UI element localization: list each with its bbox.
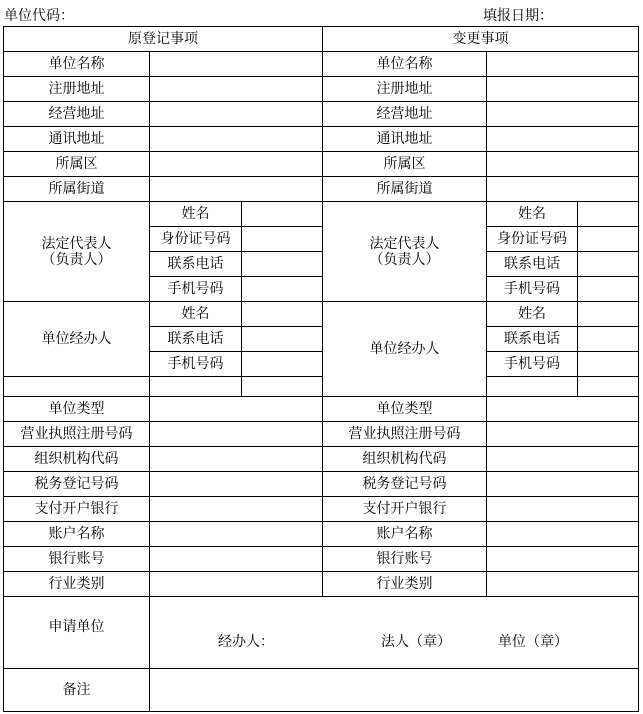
sub-field-label: 联系电话: [487, 327, 578, 352]
field-label: 账户名称: [4, 522, 150, 547]
section-original-header: 原登记事项: [4, 27, 323, 52]
sub-field-value-changed[interactable]: [578, 227, 639, 252]
field-label: 支付开户银行: [4, 497, 150, 522]
sub-field-label: 联系电话: [487, 252, 578, 277]
field-value-original[interactable]: [150, 152, 323, 177]
sub-field-label: 姓名: [150, 202, 242, 227]
field-value-changed[interactable]: [487, 472, 639, 497]
field-label: 营业执照注册号码: [4, 422, 150, 447]
field-label: 税务登记号码: [4, 472, 150, 497]
blank-cell: [150, 377, 242, 397]
legal-rep-label-line1: 法定代表人: [369, 235, 440, 252]
change-registration-form: [3, 26, 639, 712]
field-label: 组织机构代码: [4, 447, 150, 472]
sub-field-label: 身份证号码: [487, 227, 578, 252]
fill-date-label: 填报日期：: [483, 8, 553, 24]
sub-field-label: 身份证号码: [150, 227, 242, 252]
sub-field-value-original[interactable]: [242, 202, 323, 227]
field-value-changed[interactable]: [487, 497, 639, 522]
field-label: 注册地址: [4, 77, 150, 102]
field-label: 单位类型: [4, 397, 150, 422]
blank-cell: [242, 377, 323, 397]
field-value-original[interactable]: [150, 547, 323, 572]
sub-field-value-original[interactable]: [242, 352, 323, 377]
sub-field-label: 姓名: [487, 302, 578, 327]
sub-field-value-original[interactable]: [242, 227, 323, 252]
sub-field-value-original[interactable]: [242, 327, 323, 352]
sub-field-value-changed[interactable]: [578, 327, 639, 352]
remarks-label: 备注: [4, 669, 150, 712]
field-value-changed[interactable]: [487, 547, 639, 572]
sub-field-value-original[interactable]: [242, 252, 323, 277]
field-label: 行业类别: [323, 572, 487, 597]
field-label: 行业类别: [4, 572, 150, 597]
field-value-changed[interactable]: [487, 397, 639, 422]
sub-field-value-changed[interactable]: [578, 202, 639, 227]
sub-field-value-changed[interactable]: [578, 302, 639, 327]
field-label: 所属街道: [323, 177, 487, 202]
field-label: 注册地址: [323, 77, 487, 102]
application-signatures[interactable]: [150, 597, 639, 669]
field-value-original[interactable]: [150, 397, 323, 422]
sub-field-label: 手机号码: [487, 277, 578, 302]
field-value-original[interactable]: [150, 522, 323, 547]
blank-cell: [578, 377, 639, 397]
application-unit-label-text: 申请单位: [48, 618, 105, 635]
application-unit-label: [4, 597, 150, 669]
sub-field-label: 姓名: [150, 302, 242, 327]
field-value-changed[interactable]: [487, 177, 639, 202]
field-label: 经营地址: [4, 102, 150, 127]
field-label: 账户名称: [323, 522, 487, 547]
field-value-original[interactable]: [150, 497, 323, 522]
field-value-original[interactable]: [150, 177, 323, 202]
field-value-original[interactable]: [150, 572, 323, 597]
field-value-changed[interactable]: [487, 152, 639, 177]
legal-person-seal-label: 法人（章）: [381, 633, 451, 650]
sub-field-value-changed[interactable]: [578, 252, 639, 277]
field-label: 税务登记号码: [323, 472, 487, 497]
field-value-original[interactable]: [150, 52, 323, 77]
field-label: 单位名称: [4, 52, 150, 77]
field-label: 单位名称: [323, 52, 487, 77]
field-value-changed[interactable]: [487, 572, 639, 597]
sub-field-label: 手机号码: [150, 277, 242, 302]
field-label: 营业执照注册号码: [323, 422, 487, 447]
section-changed-header: 变更事项: [323, 27, 639, 52]
field-value-original[interactable]: [150, 102, 323, 127]
field-value-changed[interactable]: [487, 422, 639, 447]
sub-field-label: 联系电话: [150, 252, 242, 277]
unit-code-label: 单位代码：: [4, 8, 74, 24]
field-value-original[interactable]: [150, 77, 323, 102]
field-label: 组织机构代码: [323, 447, 487, 472]
field-value-original[interactable]: [150, 127, 323, 152]
sub-field-label: 联系电话: [150, 327, 242, 352]
remarks-value[interactable]: [150, 669, 639, 712]
unit-seal-label: 单位（章）: [498, 633, 568, 650]
legal-rep-label-changed: [323, 202, 487, 302]
sub-field-value-changed[interactable]: [578, 352, 639, 377]
legal-rep-label-line2: （负责人）: [369, 251, 440, 268]
legal-rep-label-line2: （负责人）: [41, 251, 112, 268]
agent-label-changed: 单位经办人: [323, 302, 487, 397]
field-value-changed[interactable]: [487, 102, 639, 127]
sub-field-label: 手机号码: [150, 352, 242, 377]
sub-field-value-original[interactable]: [242, 302, 323, 327]
field-value-original[interactable]: [150, 472, 323, 497]
blank-cell: [4, 377, 150, 397]
field-label: 支付开户银行: [323, 497, 487, 522]
field-value-changed[interactable]: [487, 522, 639, 547]
sub-field-value-original[interactable]: [242, 277, 323, 302]
field-value-changed[interactable]: [487, 447, 639, 472]
field-label: 经营地址: [323, 102, 487, 127]
handler-signature-label: 经办人：: [218, 633, 274, 650]
field-value-changed[interactable]: [487, 52, 639, 77]
sub-field-label: 手机号码: [487, 352, 578, 377]
field-value-changed[interactable]: [487, 77, 639, 102]
field-label: 通讯地址: [4, 127, 150, 152]
field-value-changed[interactable]: [487, 127, 639, 152]
field-value-original[interactable]: [150, 422, 323, 447]
field-label: 银行账号: [323, 547, 487, 572]
field-label: 所属街道: [4, 177, 150, 202]
blank-cell: [487, 377, 578, 397]
legal-rep-label-line1: 法定代表人: [41, 235, 112, 252]
sub-field-label: 姓名: [487, 202, 578, 227]
legal-rep-label-original: [4, 202, 150, 302]
agent-label-original: 单位经办人: [4, 302, 150, 377]
field-label: 所属区: [4, 152, 150, 177]
field-label: 银行账号: [4, 547, 150, 572]
field-label: 单位类型: [323, 397, 487, 422]
field-label: 所属区: [323, 152, 487, 177]
field-value-original[interactable]: [150, 447, 323, 472]
field-label: 通讯地址: [323, 127, 487, 152]
signature-line: [150, 616, 638, 650]
sub-field-value-changed[interactable]: [578, 277, 639, 302]
